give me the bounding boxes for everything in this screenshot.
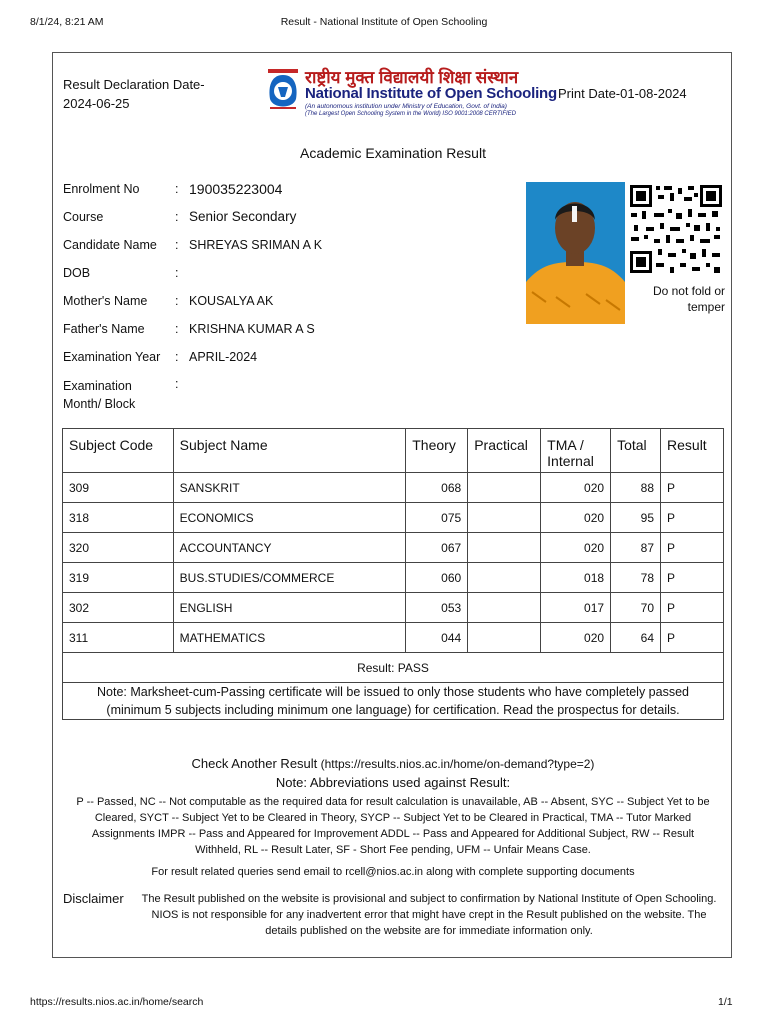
- header-result: Result: [661, 429, 724, 473]
- do-not-fold-line1: Do not fold or: [652, 284, 725, 298]
- header-total: Total: [611, 429, 661, 473]
- enrolment-value: 190035223004: [189, 181, 283, 197]
- subject-name: ECONOMICS: [173, 503, 406, 533]
- total-marks: 88: [611, 473, 661, 503]
- abbreviations-title: Note: Abbreviations used against Result:: [275, 775, 511, 790]
- subject-name: BUS.STUDIES/COMMERCE: [173, 563, 406, 593]
- query-email-note: For result related queries send email to rcell@nios.ac.in along with complete supporting documents: [151, 866, 635, 878]
- total-marks: 87: [611, 533, 661, 563]
- mother-name-value: KOUSALYA AK: [189, 294, 274, 308]
- total-marks: 78: [611, 563, 661, 593]
- subject-name: ENGLISH: [173, 593, 406, 623]
- header-subject-code: Subject Code: [63, 429, 174, 473]
- total-marks: 64: [611, 623, 661, 653]
- table-row: [63, 623, 724, 653]
- exam-month-label-line1: Examination: [63, 379, 132, 393]
- theory-marks: 075: [406, 503, 468, 533]
- certificate-note: Note: Marksheet-cum-Passing certificate will be issued to only those students who have completely passed (minimum 5 subjects including minimum one language) for certification. Read the prospectus for details.: [63, 683, 724, 720]
- print-date: Print Date-01-08-2024: [558, 86, 687, 101]
- exam-year-label: Examination Year: [63, 350, 161, 364]
- colon: :: [175, 294, 179, 308]
- total-marks: 70: [611, 593, 661, 623]
- colon: :: [175, 377, 179, 391]
- colon: :: [175, 266, 179, 280]
- father-name-label: Father's Name: [63, 322, 145, 336]
- candidate-photo-image: [526, 182, 625, 324]
- theory-marks: 044: [406, 623, 468, 653]
- table-row: [63, 533, 724, 563]
- total-marks: 95: [611, 503, 661, 533]
- tma-marks: 017: [541, 593, 611, 623]
- declaration-date-value: 2024-06-25: [63, 96, 130, 111]
- print-page-title: Result - National Institute of Open Schooling: [280, 16, 488, 28]
- check-another-result: [53, 756, 733, 771]
- logo-english-name: National Institute of Open Schooling: [305, 85, 557, 102]
- qr-code-icon: [628, 183, 724, 275]
- practical-marks: [468, 623, 541, 653]
- subject-result: P: [661, 623, 724, 653]
- do-not-fold-note: [613, 283, 725, 315]
- check-another-result-url[interactable]: (https://results.nios.ac.in/home/on-demand?type=2): [317, 757, 595, 771]
- subject-name: SANSKRIT: [173, 473, 406, 503]
- do-not-fold-line2: temper: [687, 300, 725, 314]
- exam-month-label-line2: Month/ Block: [63, 397, 136, 411]
- course-label: Course: [63, 210, 104, 224]
- disclaimer-text: The Result published on the website is provisional and subject to confirmation by National Institute of Open Schooling. NIOS is not responsible for any inadvertent error that might have crept in the Result published on the website. The details published on the website are for immediate information only.: [141, 893, 717, 937]
- table-row: [63, 473, 724, 503]
- practical-marks: [468, 563, 541, 593]
- marks-table: [62, 428, 724, 720]
- colon: :: [175, 182, 179, 196]
- header-subject-name: Subject Name: [173, 429, 406, 473]
- check-another-result-label[interactable]: Check Another Result: [191, 756, 318, 771]
- subject-result: P: [661, 503, 724, 533]
- page-title: Academic Examination Result: [300, 145, 486, 161]
- candidate-name-value: SHREYAS SRIMAN A K: [189, 238, 323, 252]
- abbreviations-text: P -- Passed, NC -- Not computable as the required data for result calculation is unavailable, AB -- Absent, SYC -- Subject Yet to be Cleared, SYCT -- Subject Yet to be Cleared in Theory, SYCP -- Subject Yet to be Cleared in Practical, TMA -- Tutor Marked Assignments IMPR -- Pass and Appeared for Improvement ADDL -- Pass and Appeared for Additional Subject, RW -- Result Withheld, RL -- Result Later, SF - Short Fee pending, UFM -- Unfair Means Case.: [76, 796, 710, 856]
- table-row: [63, 593, 724, 623]
- course-value: Senior Secondary: [189, 209, 297, 224]
- logo-hindi-name: राष्ट्रीय मुक्त विद्यालयी शिक्षा संस्थान: [305, 68, 519, 87]
- colon: :: [175, 238, 179, 252]
- subject-code: 320: [63, 533, 174, 563]
- logo-tagline: (The Largest Open Schooling System in the World) ISO 9001:2008 CERTIFIED: [305, 111, 516, 117]
- practical-marks: [468, 503, 541, 533]
- practical-marks: [468, 593, 541, 623]
- colon: :: [175, 322, 179, 336]
- subject-result: P: [661, 473, 724, 503]
- declaration-date: [63, 75, 238, 113]
- exam-month-label: [63, 377, 135, 413]
- subject-code: 302: [63, 593, 174, 623]
- print-url: https://results.nios.ac.in/home/search: [30, 996, 204, 1008]
- logo-subtitle: (An autonomous institution under Ministry of Education, Govt. of India): [305, 103, 507, 110]
- theory-marks: 060: [406, 563, 468, 593]
- nios-logo: [265, 65, 565, 125]
- declaration-date-label: Result Declaration Date-: [63, 77, 205, 92]
- practical-marks: [468, 473, 541, 503]
- table-row: [63, 503, 724, 533]
- table-header-row: [63, 429, 724, 473]
- subject-code: 319: [63, 563, 174, 593]
- candidate-photo: [526, 182, 625, 324]
- nios-emblem-icon: [265, 67, 301, 115]
- header-tma: [541, 429, 611, 473]
- header-tma-line2: Internal: [547, 453, 594, 469]
- tma-marks: 018: [541, 563, 611, 593]
- tma-marks: 020: [541, 533, 611, 563]
- subject-code: 311: [63, 623, 174, 653]
- disclaimer-label: Disclaimer: [63, 891, 124, 906]
- subject-name: ACCOUNTANCY: [173, 533, 406, 563]
- subject-code: 318: [63, 503, 174, 533]
- tma-marks: 020: [541, 473, 611, 503]
- practical-marks: [468, 533, 541, 563]
- tma-marks: 020: [541, 623, 611, 653]
- overall-result: Result: PASS: [63, 653, 724, 683]
- colon: :: [175, 210, 179, 224]
- header-practical: Practical: [468, 429, 541, 473]
- enrolment-label: Enrolment No: [63, 182, 140, 196]
- result-sheet: [52, 52, 732, 958]
- subject-name: MATHEMATICS: [173, 623, 406, 653]
- subject-result: P: [661, 593, 724, 623]
- certificate-note-row: [63, 683, 724, 720]
- exam-year-value: APRIL-2024: [189, 350, 258, 364]
- mother-name-label: Mother's Name: [63, 294, 148, 308]
- print-datetime: 8/1/24, 8:21 AM: [30, 16, 104, 28]
- table-row: [63, 563, 724, 593]
- theory-marks: 067: [406, 533, 468, 563]
- father-name-value: KRISHNA KUMAR A S: [189, 322, 315, 336]
- theory-marks: 068: [406, 473, 468, 503]
- qr-code: [628, 183, 724, 275]
- header-tma-line1: TMA /: [547, 437, 584, 453]
- print-page-count: 1/1: [718, 996, 733, 1008]
- theory-marks: 053: [406, 593, 468, 623]
- tma-marks: 020: [541, 503, 611, 533]
- overall-result-row: [63, 653, 724, 683]
- subject-result: P: [661, 563, 724, 593]
- dob-label: DOB: [63, 266, 91, 280]
- header-theory: Theory: [406, 429, 468, 473]
- subject-result: P: [661, 533, 724, 563]
- subject-code: 309: [63, 473, 174, 503]
- colon: :: [175, 350, 179, 364]
- candidate-name-label: Candidate Name: [63, 238, 157, 252]
